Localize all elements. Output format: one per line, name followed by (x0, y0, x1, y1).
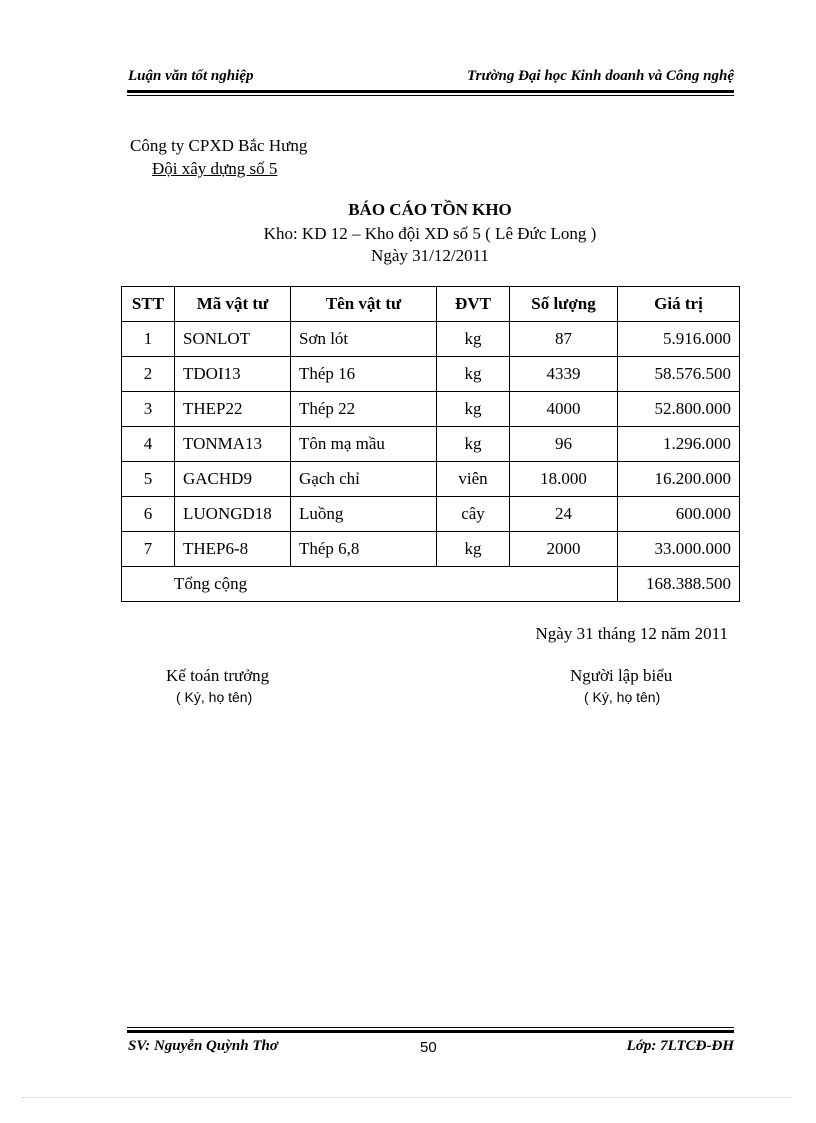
report-warehouse: Kho: KD 12 – Kho đội XD số 5 ( Lê Đức Long ) (263, 224, 597, 243)
col-header-name: Tên vật tư (291, 287, 437, 322)
cell-code: THEP22 (175, 392, 291, 427)
report-title: BÁO CÁO TỒN KHO (348, 200, 512, 219)
cell-name: Luồng (291, 497, 437, 532)
cell-name: Tôn mạ mầu (291, 427, 437, 462)
cell-value: 16.200.000 (618, 462, 740, 497)
cell-code: LUONGD18 (175, 497, 291, 532)
col-header-code: Mã vật tư (175, 287, 291, 322)
cell-name: Thép 22 (291, 392, 437, 427)
cell-stt: 6 (122, 497, 175, 532)
cell-value: 52.800.000 (618, 392, 740, 427)
col-header-value: Giá trị (618, 287, 740, 322)
col-header-stt: STT (122, 287, 175, 322)
cell-name: Thép 16 (291, 357, 437, 392)
page-number: 50 (420, 1039, 437, 1056)
col-header-unit: ĐVT (437, 287, 510, 322)
preparer-note: ( Ký, họ tên) (584, 689, 661, 705)
chief-accountant-note: ( Ký, họ tên) (176, 689, 253, 705)
cell-code: GACHD9 (175, 462, 291, 497)
cell-code: THEP6-8 (175, 532, 291, 567)
cell-code: TDOI13 (175, 357, 291, 392)
cell-stt: 5 (122, 462, 175, 497)
chief-accountant-title: Kế toán trưởng (166, 666, 270, 685)
page-bottom-divider (22, 1097, 792, 1098)
cell-quantity: 87 (510, 322, 618, 357)
header-thesis-label: Luận văn tốt nghiệp (128, 68, 254, 84)
footer-rule-thick (127, 1030, 734, 1033)
total-label: Tổng cộng (122, 567, 618, 602)
cell-stt: 2 (122, 357, 175, 392)
cell-code: TONMA13 (175, 427, 291, 462)
page-footer (128, 1038, 734, 1060)
table-row (122, 462, 740, 497)
cell-quantity: 24 (510, 497, 618, 532)
cell-unit: kg (437, 357, 510, 392)
cell-unit: viên (437, 462, 510, 497)
col-header-quantity: Số lượng (510, 287, 618, 322)
cell-quantity: 18.000 (510, 462, 618, 497)
cell-stt: 3 (122, 392, 175, 427)
cell-quantity: 96 (510, 427, 618, 462)
cell-unit: kg (437, 427, 510, 462)
cell-value: 600.000 (618, 497, 740, 532)
cell-value: 1.296.000 (618, 427, 740, 462)
footer-student: SV: Nguyễn Quỳnh Thơ (128, 1038, 278, 1054)
cell-quantity: 2000 (510, 532, 618, 567)
header-rule-thick (127, 90, 734, 93)
table-row (122, 532, 740, 567)
table-row (122, 392, 740, 427)
table-row (122, 322, 740, 357)
cell-value: 5.916.000 (618, 322, 740, 357)
company-name: Công ty CPXD Bắc Hưng (130, 136, 308, 155)
table-row (122, 427, 740, 462)
cell-code: SONLOT (175, 322, 291, 357)
preparer-title: Người lập biểu (570, 666, 673, 685)
cell-unit: cây (437, 497, 510, 532)
table-header-row (122, 287, 740, 322)
table-row (122, 497, 740, 532)
cell-value: 58.576.500 (618, 357, 740, 392)
cell-value: 33.000.000 (618, 532, 740, 567)
team-name: Đội xây dựng số 5 (152, 159, 278, 178)
inventory-table (121, 286, 740, 602)
cell-stt: 7 (122, 532, 175, 567)
cell-name: Thép 6,8 (291, 532, 437, 567)
cell-name: Gạch chỉ (291, 462, 437, 497)
cell-name: Sơn lót (291, 322, 437, 357)
cell-unit: kg (437, 322, 510, 357)
signature-date: Ngày 31 tháng 12 năm 2011 (535, 624, 728, 643)
table-row (122, 357, 740, 392)
total-value: 168.388.500 (618, 567, 740, 602)
table-total-row (122, 567, 740, 602)
cell-stt: 1 (122, 322, 175, 357)
cell-unit: kg (437, 392, 510, 427)
cell-quantity: 4000 (510, 392, 618, 427)
cell-unit: kg (437, 532, 510, 567)
report-date: Ngày 31/12/2011 (371, 246, 489, 265)
footer-class: Lớp: 7LTCĐ-ĐH (626, 1038, 734, 1054)
header-university: Trường Đại học Kinh doanh và Công nghệ (467, 68, 734, 84)
footer-rule-thin (127, 1027, 734, 1028)
header-rule-thin (127, 95, 734, 96)
cell-stt: 4 (122, 427, 175, 462)
cell-quantity: 4339 (510, 357, 618, 392)
page-header (128, 68, 734, 90)
